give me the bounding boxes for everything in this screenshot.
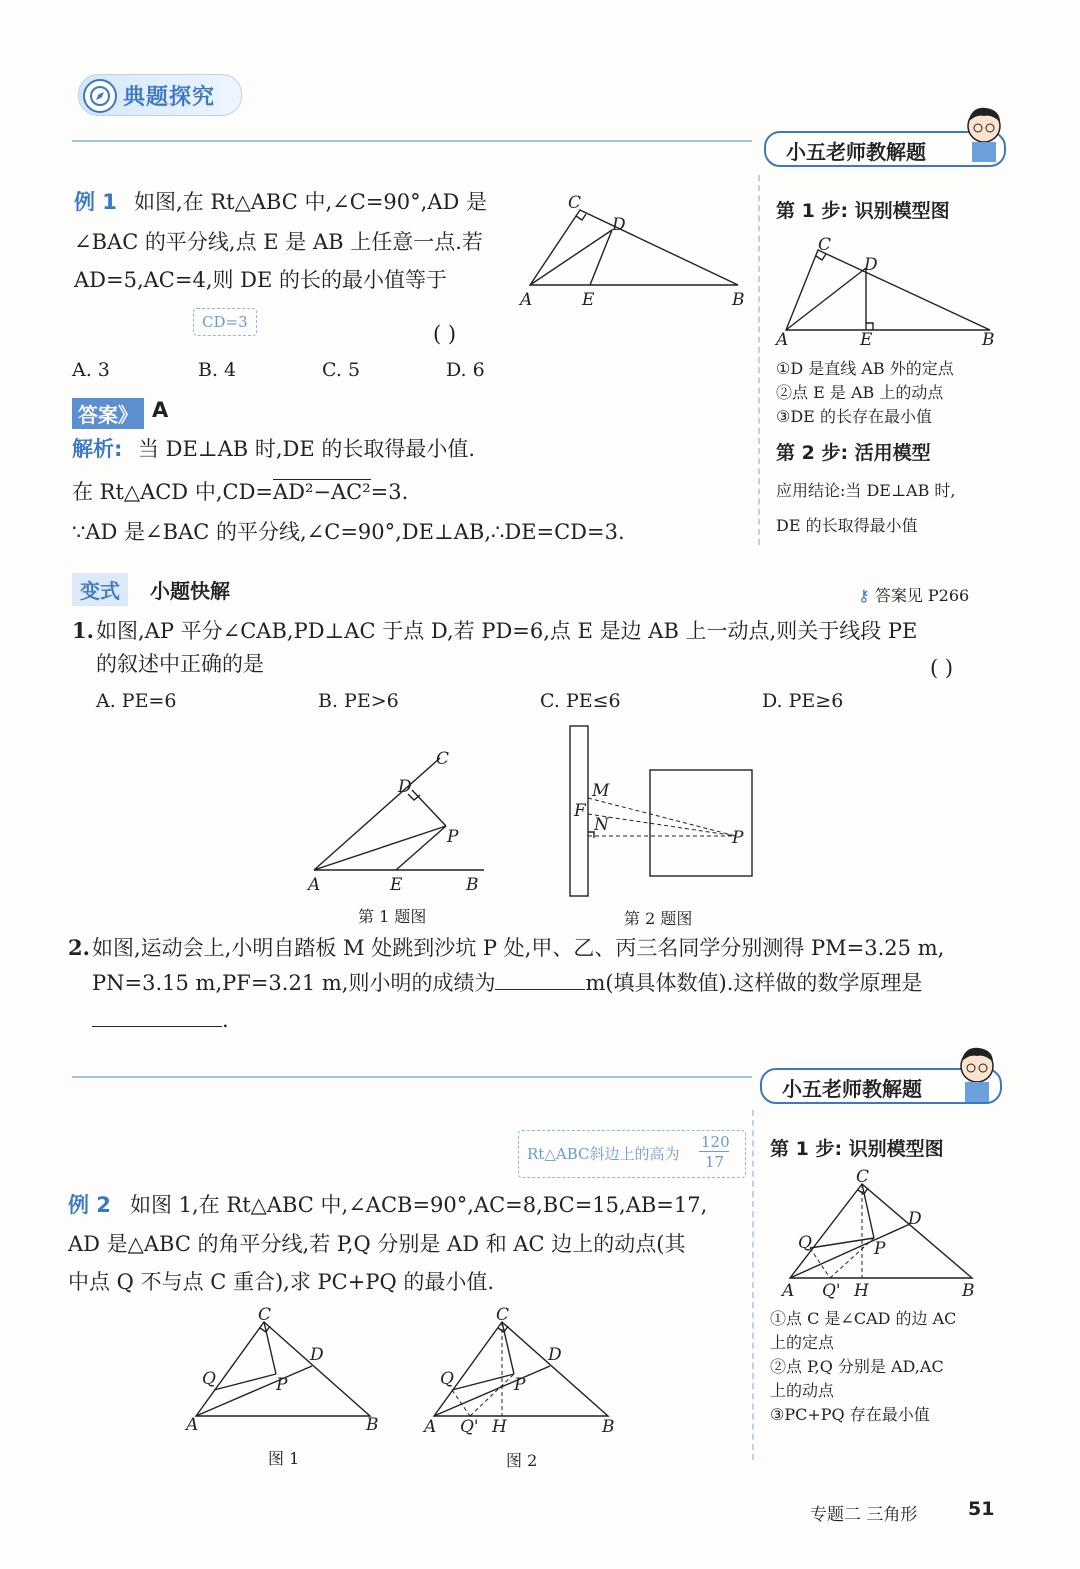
q1-option-b: B. PE>6	[318, 690, 399, 712]
variant-title: 小题快解	[150, 579, 230, 603]
variant-tag: 变式	[72, 573, 128, 606]
answer-blank[interactable]	[92, 1008, 222, 1027]
analysis-line1: 当 DE⊥AB 时,DE 的长取得最小值.	[138, 437, 476, 461]
fig-label: C	[568, 193, 582, 213]
hint-note: CD=3	[193, 308, 257, 336]
analysis-line2-suffix: =3.	[370, 480, 409, 504]
rule-middle	[72, 1076, 752, 1078]
fig-label: F	[574, 801, 586, 821]
fig-label: A	[186, 1415, 199, 1435]
teacher-label: 小五老师教解题	[782, 1077, 922, 1101]
option-c: C. 5	[322, 359, 361, 381]
fig-label: Q'	[822, 1281, 841, 1301]
fig-label: Q	[798, 1233, 812, 1253]
fig-label: D	[398, 777, 412, 797]
example2-fig2-caption: 图 2	[506, 1451, 538, 1470]
example2-figure1	[180, 1304, 390, 1440]
note-denominator: 17	[705, 1153, 725, 1171]
sqrt-radicand: AD²−AC²	[273, 480, 371, 504]
footer-chapter: 专题二 三角形	[810, 1505, 918, 1525]
fig-label: B	[732, 290, 745, 310]
q2-line3	[92, 1008, 229, 1032]
q1-option-a: A. PE=6	[96, 690, 177, 712]
note-numerator: 120	[701, 1133, 730, 1151]
fig-label: N	[594, 815, 609, 835]
side1-note: ③DE 的长存在最小值	[776, 407, 932, 426]
analysis-label: 解析:	[72, 437, 123, 461]
side2-note: 上的动点	[770, 1381, 835, 1400]
example2-line1: 如图 1,在 Rt△ABC 中,∠ACB=90°,AC=8,BC=15,AB=17,	[130, 1193, 708, 1217]
side1-step2-text1: 应用结论:当 DE⊥AB 时,	[776, 481, 956, 500]
teacher-avatar-icon	[962, 104, 1006, 166]
q2-line2-part2: m(填具体数值).这样做的数学原理是	[585, 971, 923, 995]
note-text: Rt△ABC斜边上的高为	[527, 1145, 680, 1163]
fig-label: A	[308, 875, 321, 894]
example1-label: 例 1	[74, 190, 117, 214]
q1-option-c: C. PE≤6	[540, 690, 621, 712]
q1-line1: 如图,AP 平分∠CAB,PD⊥AC 于点 D,若 PD=6,点 E 是边 AB 上一动点,则关于线段 PE	[96, 619, 918, 643]
example2-fig1-caption: 图 1	[268, 1449, 300, 1468]
side1-note: ②点 E 是 AB 上的动点	[776, 383, 944, 402]
answer-blank[interactable]	[495, 971, 585, 990]
example1-line2: ∠BAC 的平分线,点 E 是 AB 上任意一点.若	[74, 230, 483, 254]
q1-figure-caption: 第 1 题图	[358, 907, 427, 926]
example1-line3: AD=5,AC=4,则 DE 的长的最小值等于	[74, 268, 448, 292]
fig-label: A	[776, 330, 789, 350]
analysis-line3: ∵AD 是∠BAC 的平分线,∠C=90°,DE⊥AB,∴DE=CD=3.	[72, 520, 625, 544]
fig-label: D	[864, 255, 878, 275]
side1-note: ①D 是直线 AB 外的定点	[776, 359, 954, 378]
fig-label: B	[366, 1415, 379, 1435]
side1-figure	[772, 230, 1004, 355]
fig-label: B	[602, 1417, 615, 1437]
answer-ref[interactable]	[858, 583, 969, 606]
fig-label: B	[962, 1281, 975, 1301]
fig-label: Q	[440, 1369, 454, 1389]
fig-label: E	[582, 290, 595, 310]
q1-figure	[300, 744, 500, 894]
analysis-line2-prefix: 在 Rt△ACD 中,CD=	[72, 480, 273, 504]
fig-label: C	[496, 1305, 510, 1325]
q1-line2: 的叙述中正确的是	[96, 652, 264, 676]
fig-label: M	[592, 781, 610, 801]
page-number: 51	[968, 1498, 995, 1520]
fig-label: P	[732, 828, 744, 848]
fig-label: D	[548, 1345, 562, 1365]
analysis-line2	[72, 480, 408, 504]
option-a: A. 3	[72, 359, 110, 381]
fig-label: C	[856, 1167, 870, 1187]
side2-note: 上的定点	[770, 1333, 835, 1352]
fig-label: Q	[202, 1369, 216, 1389]
q2-figure	[560, 722, 770, 900]
fig-label: B	[982, 330, 995, 350]
fig-label: C	[818, 235, 832, 255]
side1-step2: 第 2 步: 活用模型	[776, 442, 931, 464]
q1-number: 1.	[72, 618, 94, 643]
fig-label: A	[782, 1281, 795, 1301]
example1-line1: 如图,在 Rt△ABC 中,∠C=90°,AD 是	[134, 190, 487, 214]
example2-figure2	[420, 1304, 630, 1440]
fig-label: P	[874, 1239, 886, 1259]
answer-tag: 答案》	[72, 398, 144, 429]
q2-number: 2.	[68, 935, 90, 960]
side2-step1: 第 1 步: 识别模型图	[770, 1138, 944, 1160]
answer-ref-text: 答案见 P266	[874, 586, 970, 605]
example1-figure	[510, 190, 750, 315]
fig-label: D	[908, 1209, 922, 1229]
side1-step1: 第 1 步: 识别模型图	[776, 200, 950, 222]
fig-label: B	[466, 875, 479, 894]
q1-option-d: D. PE≥6	[762, 690, 844, 712]
side-divider-1	[758, 175, 760, 545]
side2-note: ②点 P,Q 分别是 AD,AC	[770, 1357, 944, 1376]
fig-label: C	[258, 1305, 272, 1325]
side-divider-2	[752, 1110, 754, 1460]
teacher-label: 小五老师教解题	[786, 140, 926, 164]
key-icon: ⚷	[858, 586, 870, 605]
fig-label: E	[390, 875, 403, 894]
fig-label: E	[860, 330, 873, 350]
compass-icon	[83, 79, 117, 113]
example2-label: 例 2	[68, 1193, 111, 1217]
side2-figure	[770, 1166, 1004, 1302]
option-d: D. 6	[446, 359, 485, 381]
fig-label: P	[276, 1375, 288, 1395]
height-note	[518, 1130, 746, 1178]
example2-line2: AD 是△ABC 的角平分线,若 P,Q 分别是 AD 和 AC 边上的动点(其	[68, 1232, 686, 1256]
section-title: 典题探究	[123, 85, 216, 110]
side2-note: ③PC+PQ 存在最小值	[770, 1405, 930, 1424]
fig-label: D	[612, 215, 626, 235]
side2-note: ①点 C 是∠CAD 的边 AC	[770, 1309, 957, 1328]
fig-label: D	[310, 1345, 324, 1365]
example1-paren: ( )	[433, 322, 457, 346]
q2-line3-end: .	[222, 1008, 229, 1032]
fig-label: C	[436, 749, 450, 769]
fig-label: A	[520, 290, 533, 310]
section-badge	[78, 74, 242, 116]
rule-top	[72, 140, 752, 142]
q2-line2-part1: PN=3.15 m,PF=3.21 m,则小明的成绩为	[92, 971, 496, 995]
fig-label: H	[854, 1281, 869, 1301]
fig-label: A	[424, 1417, 437, 1437]
fig-label: H	[492, 1417, 507, 1437]
q2-line1: 如图,运动会上,小明自踏板 M 处跳到沙坑 P 处,甲、乙、丙三名同学分别测得 PM=3.25 m,	[92, 936, 945, 960]
side1-step2-text2: DE 的长取得最小值	[776, 516, 918, 535]
q1-paren: ( )	[930, 656, 954, 680]
answer-value: A	[152, 398, 169, 422]
fig-label: P	[447, 827, 459, 847]
q2-line2	[92, 971, 922, 995]
example2-line3: 中点 Q 不与点 C 重合),求 PC+PQ 的最小值.	[68, 1270, 495, 1294]
q2-figure-caption: 第 2 题图	[624, 909, 693, 928]
fig-label: Q'	[460, 1417, 479, 1437]
fig-label: P	[514, 1375, 526, 1395]
teacher-avatar-icon	[955, 1044, 999, 1106]
option-b: B. 4	[198, 359, 237, 381]
